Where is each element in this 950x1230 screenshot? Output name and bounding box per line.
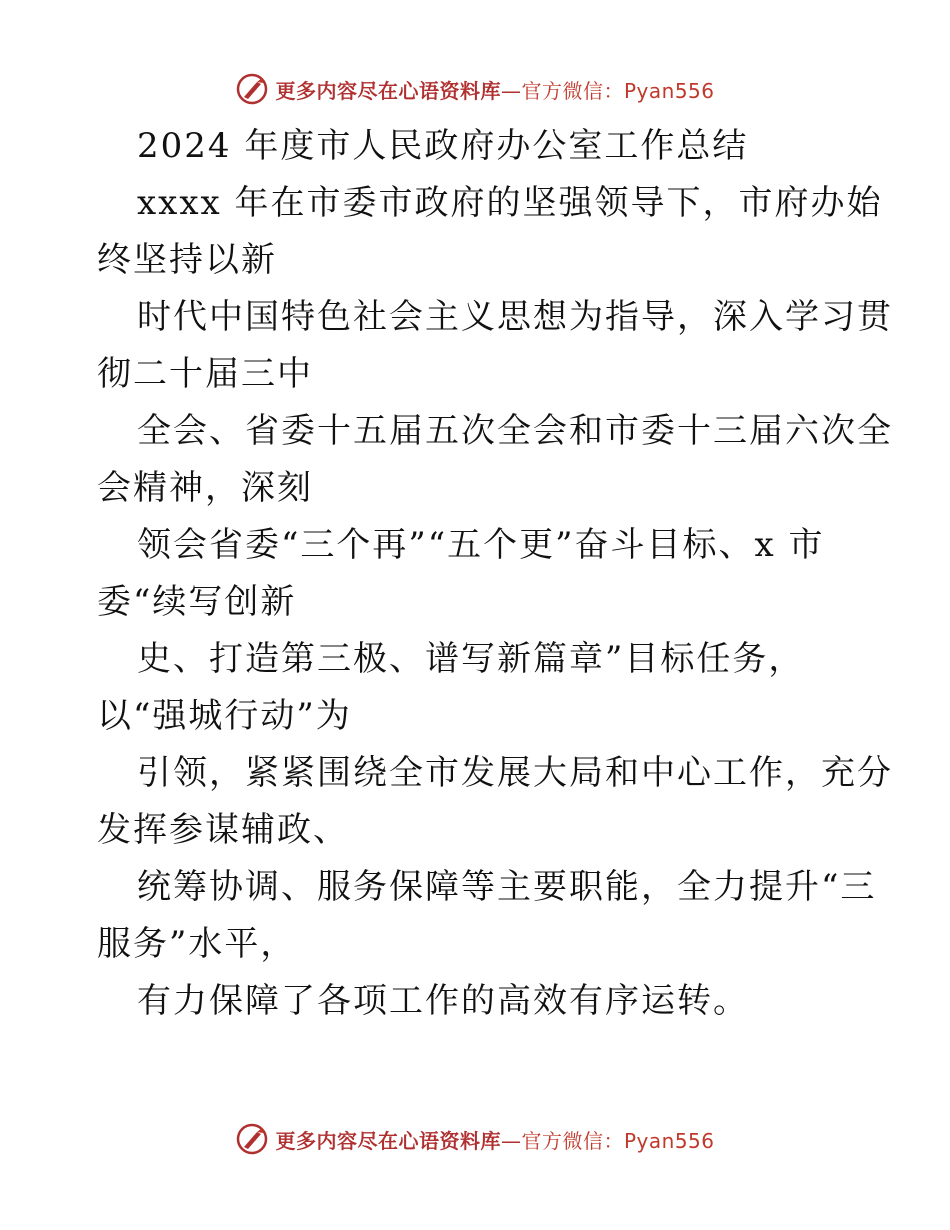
paragraph-line: 发挥参谋辅政、 [97,810,349,850]
paragraph-line: xxxx 年在市委市政府的坚强领导下，市府办始 [137,183,883,223]
watermark-label: 官方微信： [521,78,624,103]
paragraph-line: 时代中国特色社会主义思想为指导，深入学习贯 [137,297,893,337]
watermark-text [275,75,714,104]
paragraph-line: 统筹协调、服务保障等主要职能，全力提升“三 [137,867,877,907]
watermark-brand: 更多内容尽在心语资料库 [275,1128,501,1153]
quill-logo-icon [235,72,269,106]
watermark-account: Pyan556 [623,1128,715,1153]
watermark-label: 官方微信： [521,1128,624,1153]
watermark-separator: — [500,1128,522,1153]
paragraph-line: 会精神，深刻 [97,468,313,508]
document-body [97,118,893,1030]
paragraph-line: 服务”水平， [97,924,297,964]
watermark-text [275,1125,714,1154]
footer-watermark [0,1122,950,1156]
watermark-account: Pyan556 [623,78,715,103]
paragraph-line: 引领，紧紧围绕全市发展大局和中心工作，充分 [137,753,893,793]
paragraph-line: 终坚持以新 [97,240,277,280]
paragraph-line: 史、打造第三极、谱写新篇章”目标任务， [137,639,805,679]
paragraph-line: 以“强城行动”为 [97,696,352,736]
paragraph-line: 有力保障了各项工作的高效有序运转。 [137,981,749,1021]
header-watermark [0,72,950,106]
quill-logo-icon [235,1122,269,1156]
watermark-brand: 更多内容尽在心语资料库 [275,78,501,103]
paragraph-line: 委“续写创新 [97,582,297,622]
paragraph-line: 全会、省委十五届五次全会和市委十三届六次全 [137,411,893,451]
paragraph-line: 彻二十届三中 [97,354,313,394]
paragraph-line: 领会省委“三个再”“五个更”奋斗目标、x 市 [137,525,825,565]
document-title: 2024 年度市人民政府办公室工作总结 [137,126,749,166]
watermark-separator: — [500,78,522,103]
